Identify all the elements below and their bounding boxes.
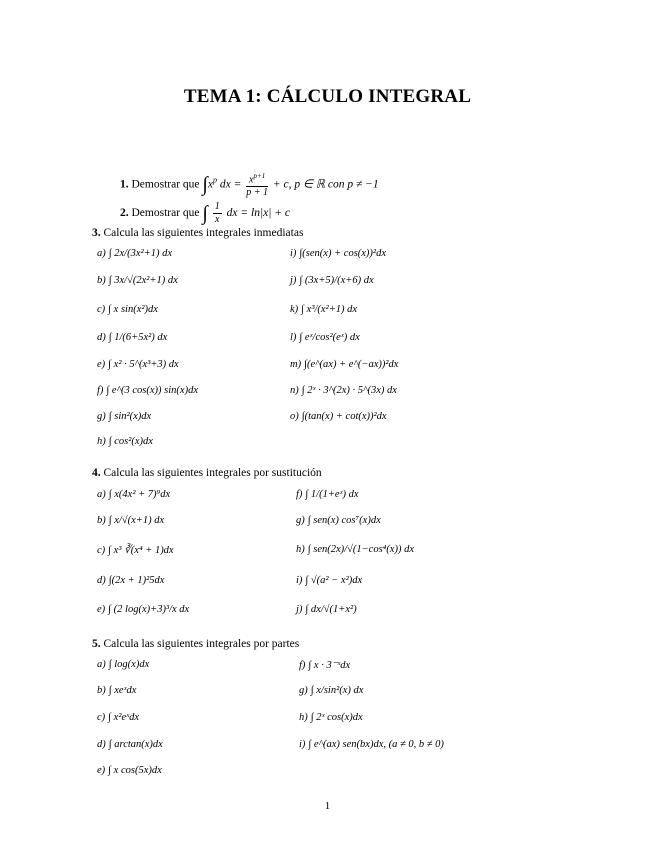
item-expression: ∫ x³ ∛(x⁴ + 1)dx xyxy=(108,545,174,556)
problem-5-item xyxy=(299,659,350,671)
item-label: e) xyxy=(97,765,106,776)
problem-1-rest: + c, p ∈ ℝ con p ≠ −1 xyxy=(272,178,379,191)
item-expression: ∫ e^(ax) sen(bx)dx, (a ≠ 0, b ≠ 0) xyxy=(308,739,444,750)
problem-3-item xyxy=(290,359,398,370)
problem-1-frac-bottom: p + 1 xyxy=(246,187,268,199)
problem-5-item xyxy=(299,712,363,723)
item-expression: ∫ arctan(x)dx xyxy=(108,739,163,750)
problem-4-number: 4. xyxy=(92,467,101,479)
problem-2-frac-bottom: x xyxy=(215,214,220,225)
problem-2-intro: Demostrar que xyxy=(131,207,200,220)
item-label: b) xyxy=(97,515,106,526)
item-label: c) xyxy=(97,545,106,556)
problem-1-exponent: p xyxy=(213,175,217,185)
problem-3-item xyxy=(97,411,151,422)
problem-3-heading-text: Calcula las siguientes integrales inmediatas xyxy=(103,227,304,239)
item-label: d) xyxy=(97,332,106,343)
item-label: d) xyxy=(97,739,106,750)
problem-4-item xyxy=(97,575,164,586)
problem-4-heading xyxy=(92,467,322,479)
item-label: b) xyxy=(97,275,106,286)
item-expression: ∫ x² · 5^(x³+3) dx xyxy=(108,359,179,370)
problem-2-frac-top: 1 xyxy=(214,201,220,212)
problem-1-integrand: x xyxy=(207,178,213,191)
item-label: k) xyxy=(290,304,299,315)
item-expression: ∫ 2x/(3x²+1) dx xyxy=(108,248,173,259)
problem-1-dx: dx = xyxy=(219,178,242,191)
item-label: c) xyxy=(97,712,106,723)
item-expression: ∫ dx/√(1+x²) xyxy=(305,604,357,615)
item-expression: ∫ sen(x) cos⁷(x)dx xyxy=(307,515,381,526)
item-expression: ∫ 1/(6+5x²) dx xyxy=(108,332,168,343)
problem-1-frac-top-exp: p+1 xyxy=(253,172,266,180)
item-expression: ∫ eˣ/cos²(eˣ) dx xyxy=(299,332,360,343)
item-label: f) xyxy=(296,489,303,500)
item-expression: ∫ x/sin²(x) dx xyxy=(310,685,364,696)
item-expression: ∫ cos²(x)dx xyxy=(108,436,153,447)
item-expression: ∫(2x + 1)²5dx xyxy=(108,575,165,586)
item-label: a) xyxy=(97,248,106,259)
item-label: d) xyxy=(97,575,106,586)
problem-3-item xyxy=(97,436,153,447)
item-expression: ∫ x(4x² + 7)⁹dx xyxy=(108,489,171,500)
item-expression: ∫ x cos(5x)dx xyxy=(108,765,162,776)
item-label: f) xyxy=(97,385,104,396)
item-label: b) xyxy=(97,685,106,696)
problem-5-item xyxy=(97,765,162,776)
item-expression: ∫(e^(ax) + e^(−ax))²dx xyxy=(304,359,399,370)
item-expression: ∫(sen(x) + cos(x))²dx xyxy=(299,248,386,259)
item-expression: ∫ (3x+5)/(x+6) dx xyxy=(299,275,374,286)
item-label: i) xyxy=(290,248,297,259)
problem-4-item xyxy=(97,489,170,500)
item-expression: ∫ √(a² − x²)dx xyxy=(305,575,363,586)
item-label: g) xyxy=(299,685,308,696)
item-expression: ∫ sen(2x)/√(1−cos⁴(x)) dx xyxy=(307,544,414,555)
item-label: g) xyxy=(296,515,305,526)
problem-3-item xyxy=(97,359,179,370)
problem-1-frac-top: x xyxy=(249,174,254,186)
problem-3-item xyxy=(290,248,386,259)
item-label: j) xyxy=(296,604,303,615)
problem-5-item xyxy=(97,739,163,750)
item-expression: ∫(tan(x) + cot(x))²dx xyxy=(301,411,387,422)
item-label: l) xyxy=(290,332,297,343)
item-expression: ∫ x/√(x+1) dx xyxy=(108,515,165,526)
problem-1-number: 1. xyxy=(120,178,129,191)
problem-5-heading-text: Calcula las siguientes integrales por partes xyxy=(103,638,300,650)
problem-3-item xyxy=(290,385,397,396)
problem-5-heading xyxy=(92,638,299,650)
item-expression: ∫ 2ˣ · 3^(2x) · 5^(3x) dx xyxy=(301,385,397,396)
problem-4-item xyxy=(97,604,189,615)
problem-3-item xyxy=(97,332,167,343)
item-expression: ∫ 2ˣ cos(x)dx xyxy=(310,712,363,723)
item-expression: ∫ sin²(x)dx xyxy=(108,411,152,422)
problem-5-item xyxy=(299,685,363,696)
item-label: g) xyxy=(97,411,106,422)
problem-4-item xyxy=(296,489,359,500)
item-expression: ∫ 3x/√(2x²+1) dx xyxy=(108,275,178,286)
problem-3-item xyxy=(97,304,158,315)
item-expression: ∫ x sin(x²)dx xyxy=(108,304,158,315)
problem-5-item xyxy=(299,739,444,750)
item-label: i) xyxy=(299,739,306,750)
item-expression: ∫ 1/(1+eˣ) dx xyxy=(305,489,359,500)
item-label: n) xyxy=(290,385,299,396)
problem-2-number: 2. xyxy=(120,207,129,220)
page-title: TEMA 1: CÁLCULO INTEGRAL xyxy=(183,86,472,107)
problem-1 xyxy=(120,170,379,199)
problem-3-item xyxy=(97,248,172,259)
item-label: h) xyxy=(299,712,308,723)
problem-2-rest: dx = ln|x| + c xyxy=(226,207,290,220)
problem-5-number: 5. xyxy=(92,638,101,650)
problem-5-item xyxy=(97,659,149,670)
item-label: h) xyxy=(296,544,305,555)
item-expression: ∫ x²eˣdx xyxy=(108,712,140,723)
item-expression: ∫ x³/(x²+1) dx xyxy=(301,304,358,315)
item-label: c) xyxy=(97,304,106,315)
item-label: e) xyxy=(97,604,106,615)
problem-3-number: 3. xyxy=(92,227,101,239)
problem-1-fraction xyxy=(246,170,268,199)
problem-3-item xyxy=(290,411,387,422)
problem-4-item xyxy=(296,544,414,555)
problem-4-item xyxy=(296,575,362,586)
problem-4-item xyxy=(97,515,164,526)
item-expression: ∫ xeˣdx xyxy=(108,685,137,696)
item-label: h) xyxy=(97,436,106,447)
problem-4-item xyxy=(97,544,174,556)
problem-3-heading xyxy=(92,227,303,239)
item-label: a) xyxy=(97,489,106,500)
item-label: i) xyxy=(296,575,303,586)
item-label: m) xyxy=(290,359,302,370)
item-expression: ∫ log(x)dx xyxy=(108,659,150,670)
problem-4-item xyxy=(296,515,381,526)
problem-3-item xyxy=(290,332,360,343)
page-number: 1 xyxy=(324,800,331,812)
problem-1-intro: Demostrar que xyxy=(131,178,200,191)
item-expression: ∫ e^(3 cos(x)) sin(x)dx xyxy=(106,385,198,396)
problem-2 xyxy=(120,201,290,226)
integral-sign-icon: ∫ xyxy=(202,202,208,225)
item-label: e) xyxy=(97,359,106,370)
integral-sign-icon: ∫ xyxy=(202,173,208,196)
problem-3-item xyxy=(97,275,178,286)
problem-4-item xyxy=(296,604,357,615)
item-label: o) xyxy=(290,411,299,422)
item-label: f) xyxy=(299,660,306,671)
problem-5-item xyxy=(97,712,139,723)
item-expression: ∫ x · 3⁻ˣdx xyxy=(308,660,351,671)
problem-5-item xyxy=(97,685,136,696)
item-label: j) xyxy=(290,275,297,286)
problem-3-item xyxy=(290,304,357,315)
problem-2-fraction xyxy=(213,201,222,226)
problem-3-item xyxy=(97,385,198,396)
problem-3-item xyxy=(290,275,374,286)
item-label: a) xyxy=(97,659,106,670)
problem-4-heading-text: Calcula las siguientes integrales por sustitución xyxy=(103,467,322,479)
item-expression: ∫ (2 log(x)+3)³/x dx xyxy=(108,604,190,615)
